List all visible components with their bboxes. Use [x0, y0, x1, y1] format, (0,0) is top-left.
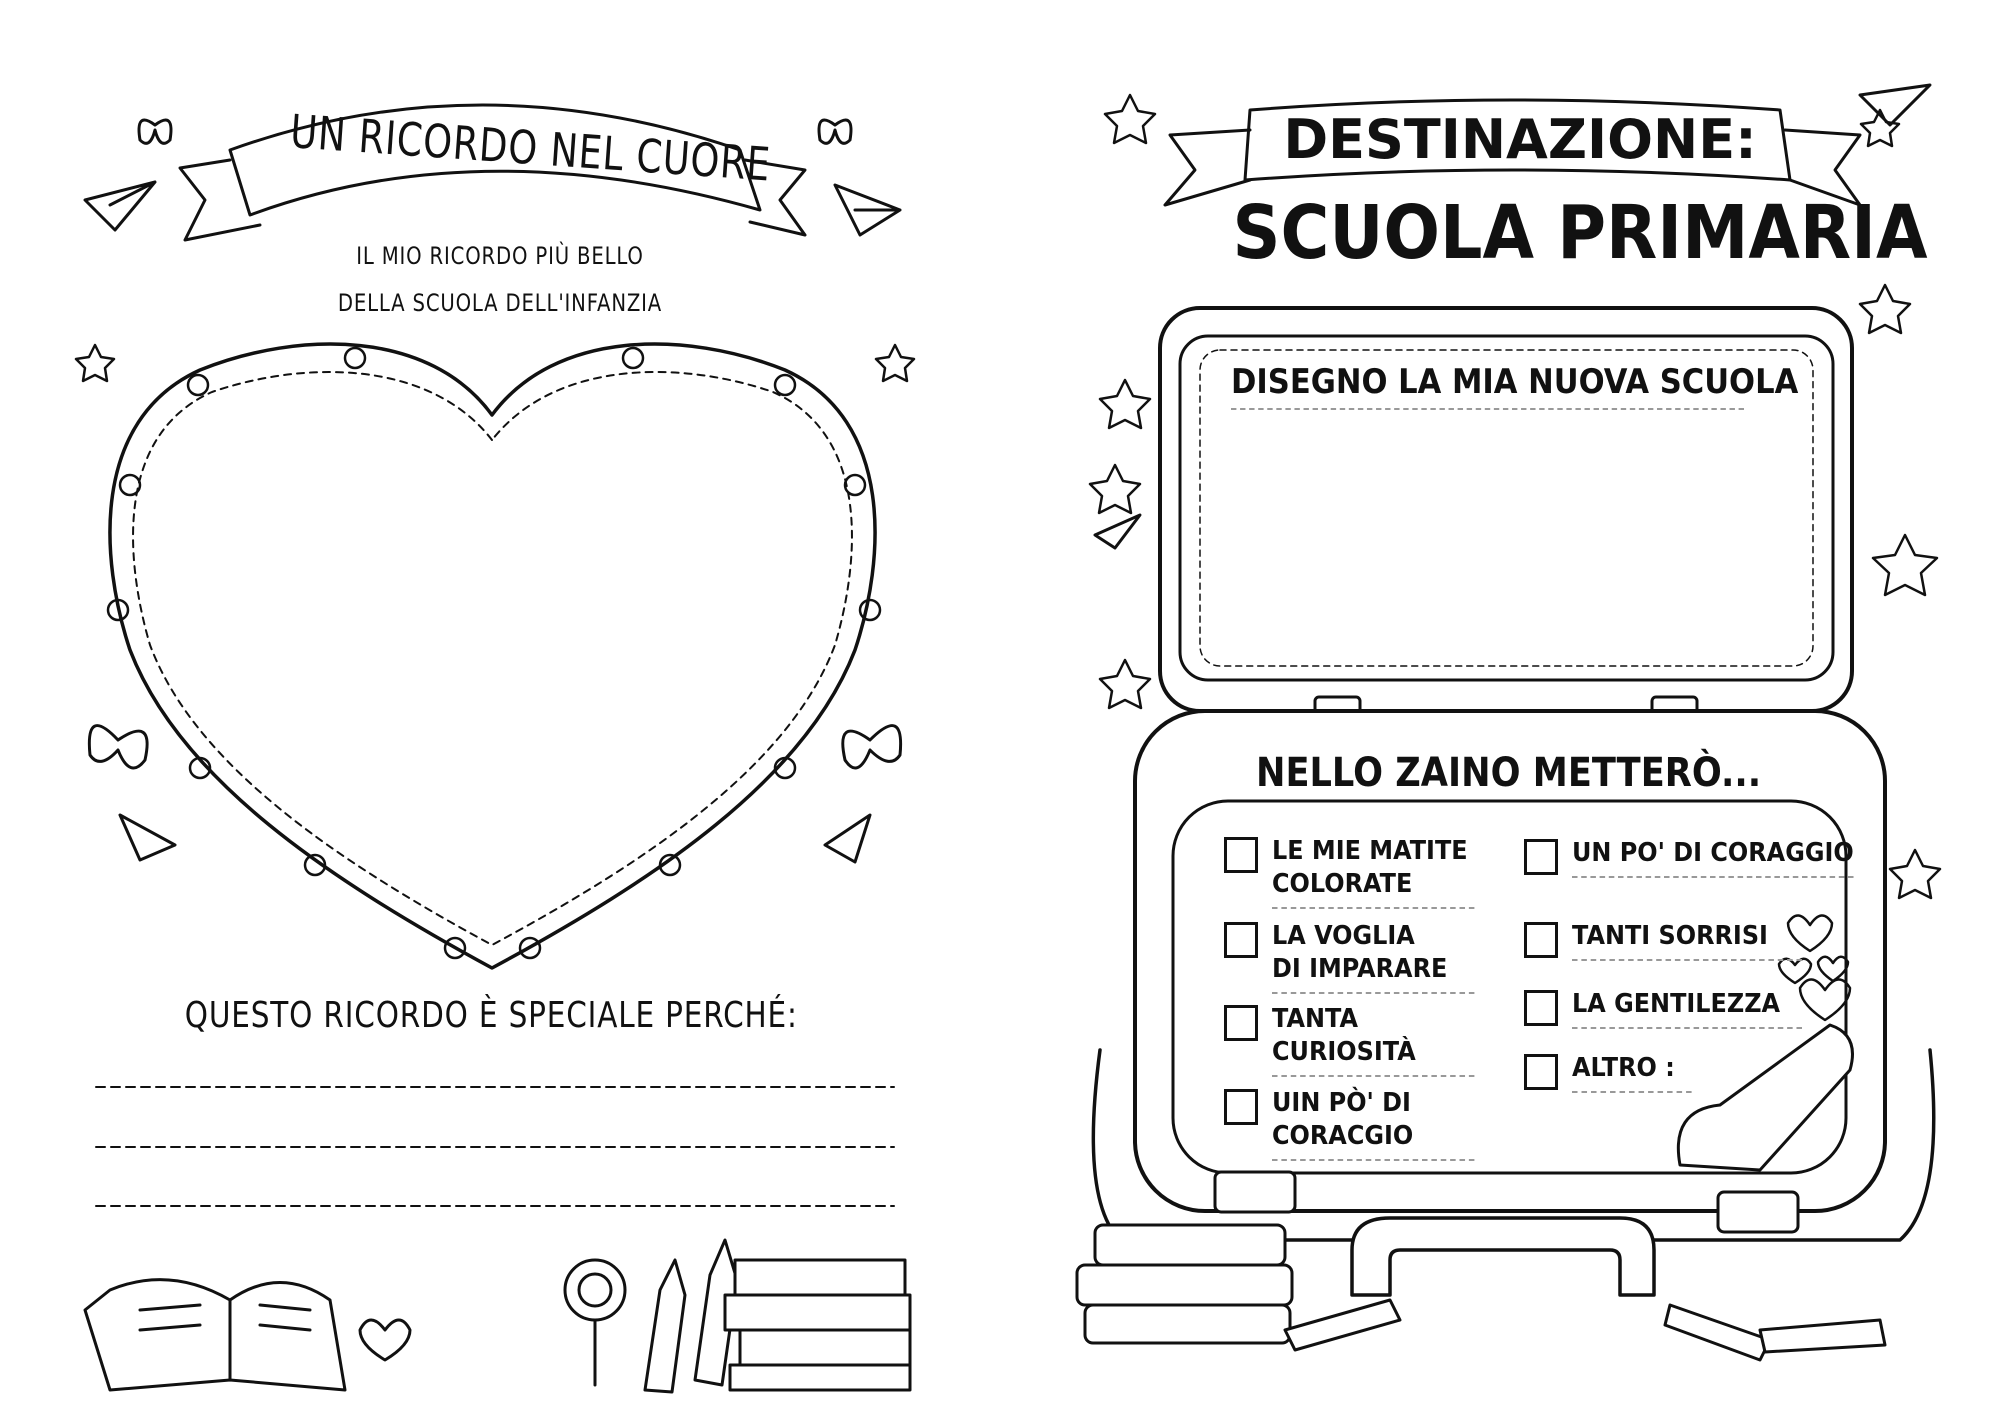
- checkbox[interactable]: [1224, 1005, 1258, 1041]
- heart-frame: [110, 344, 875, 968]
- checkbox[interactable]: [1524, 839, 1558, 875]
- book-stack-illustration: [725, 1260, 910, 1390]
- books-stack-illustration: [1077, 1225, 1292, 1343]
- item-text: ALTRO :: [1572, 1052, 1692, 1093]
- checkbox[interactable]: [1224, 1089, 1258, 1125]
- paper-plane-icon: [825, 815, 870, 862]
- item-text: CURIOSITÀ: [1272, 1037, 1416, 1067]
- checklist-item[interactable]: [1524, 920, 1822, 961]
- left-subtitle-line1: IL MIO RICORDO PIÙ BELLO: [356, 242, 644, 270]
- paper-plane-icon: [835, 185, 900, 235]
- checklist-item[interactable]: [1524, 1052, 1702, 1093]
- paper-plane-icon: [1860, 85, 1930, 125]
- butterfly-icon: [843, 726, 901, 768]
- open-book-illustration: [85, 1280, 345, 1390]
- pencils-illustration: [645, 1240, 737, 1392]
- left-banner-title: UN RICORDO NEL CUORE: [288, 104, 773, 192]
- checkbox[interactable]: [1524, 990, 1558, 1026]
- paper-plane-icon: [1095, 515, 1140, 548]
- item-text: COLORATE: [1272, 869, 1413, 899]
- flower-icons: [108, 348, 880, 958]
- item-text: UN PO' DI CORAGGIO: [1572, 837, 1854, 878]
- crayons-illustration: [1285, 1300, 1885, 1360]
- paper-plane-icon: [85, 182, 155, 230]
- checkbox[interactable]: [1524, 922, 1558, 958]
- item-text: LA VOGLIA: [1272, 921, 1415, 951]
- butterfly-icon: [139, 120, 171, 143]
- item-text: DI IMPARARE: [1272, 954, 1448, 984]
- checklist-item[interactable]: [1524, 988, 1822, 1029]
- butterfly-icon: [89, 726, 147, 768]
- item-text: TANTI SORRISI: [1572, 920, 1802, 961]
- checklist-item[interactable]: [1524, 837, 1878, 878]
- item-text: UIN PÒ' DI: [1272, 1088, 1411, 1118]
- checklist-item[interactable]: [1224, 1087, 1492, 1161]
- right-banner-title: DESTINAZIONE:: [1283, 108, 1757, 171]
- checkbox[interactable]: [1524, 1054, 1558, 1090]
- checklist-item[interactable]: [1224, 920, 1492, 994]
- drawing-area[interactable]: [1205, 420, 1805, 660]
- flower-illustration: [565, 1260, 625, 1385]
- answer-lines: [96, 1087, 894, 1206]
- heart-icon: [360, 1320, 410, 1360]
- checkbox[interactable]: [1224, 922, 1258, 958]
- checklist-title: NELLO ZAINO METTERÒ...: [1256, 750, 1762, 796]
- paper-plane-icon: [120, 815, 175, 860]
- main-title: SCUOLA PRIMARIA: [1232, 190, 1928, 276]
- item-text: LE MIE MATITE: [1272, 836, 1468, 866]
- checkbox[interactable]: [1224, 837, 1258, 873]
- item-text: LA GENTILEZZA: [1572, 988, 1802, 1029]
- speciale-prompt: QUESTO RICORDO È SPECIALE PERCHÉ:: [184, 995, 798, 1036]
- item-text: CORACGIO: [1272, 1121, 1414, 1151]
- left-subtitle-line2: DELLA SCUOLA DELL'INFANZIA: [337, 289, 663, 317]
- item-text: TANTA: [1272, 1004, 1358, 1034]
- drawing-area-label: DISEGNO LA MIA NUOVA SCUOLA: [1231, 362, 1744, 410]
- butterfly-icon: [819, 120, 851, 143]
- checklist-item[interactable]: [1224, 1003, 1492, 1077]
- checklist-item[interactable]: [1224, 835, 1492, 909]
